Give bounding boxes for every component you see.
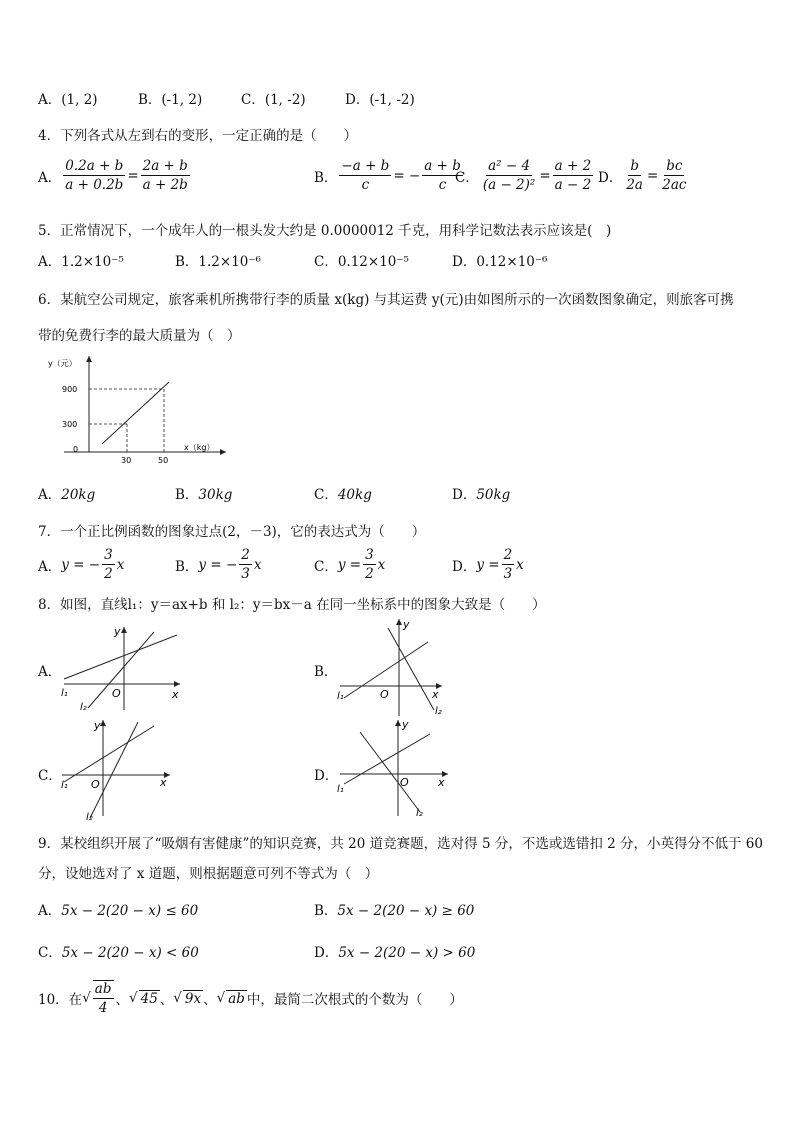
x-label: x xyxy=(432,688,439,701)
q6-stem-line1: 6．某航空公司规定，旅客乘机所携带行李的质量 x(kg) 与其运费 y(元)由如图所示的一次函数图象确定，则旅客可携 xyxy=(38,292,734,308)
q9-option-a xyxy=(38,899,198,919)
numerator: a + b xyxy=(424,158,461,174)
expr-var: x xyxy=(516,556,524,573)
q5-stem: 5．正常情况下，一个成年人的一根头发大约是 0.0000012 千克，用科学记数法表示应该是( ) xyxy=(38,223,612,239)
q3-option-b: B．(-1, 2) xyxy=(138,92,203,108)
denominator: a + 0.2b xyxy=(65,177,124,193)
sqrt-icon: √ xyxy=(129,990,138,1006)
numerator: −a + b xyxy=(341,158,390,174)
q7-stem: 7．一个正比例函数的图象过点(2，－3)，它的表达式为（ ） xyxy=(38,524,426,540)
q7-option-d xyxy=(452,547,524,582)
radicand: ab xyxy=(228,990,245,1007)
l2-label: l₂ xyxy=(416,808,423,819)
q7-option-c xyxy=(314,547,385,582)
option-label: D． xyxy=(314,945,339,961)
radicand: 9x xyxy=(184,990,202,1007)
q3-option-a: A．(1, 2) xyxy=(38,92,98,108)
x-tick-30: 30 xyxy=(121,456,132,464)
q4-option-d: D． $\frac{b}{2a}$ = $\frac{bc}{2ac}$ xyxy=(598,158,687,193)
q3-option-c: C．(1, -2) xyxy=(241,92,306,108)
denominator: 3 xyxy=(241,566,250,582)
q7-option-a xyxy=(38,547,124,582)
x-label: x xyxy=(160,776,167,789)
sqrt-icon: √ xyxy=(216,990,226,1006)
option-label: C． xyxy=(314,558,338,575)
y-axis-arrow-icon xyxy=(86,356,92,362)
denominator: (a − 2)² xyxy=(482,177,536,193)
option-label: B． xyxy=(175,558,199,575)
q5-option-a: A．1.2×10⁻⁵ xyxy=(38,254,124,270)
denominator: 2a xyxy=(626,177,643,193)
q4-stem: 4．下列各式从左到右的变形，一定正确的是（ ） xyxy=(38,128,358,144)
option-value: 50kg xyxy=(476,487,511,503)
q4-option-b: B． $\frac{-a + b}{c}$ = − $\frac{a + b}{c}$ xyxy=(314,158,461,193)
expr-var: x xyxy=(377,556,386,573)
numerator: b xyxy=(630,158,639,174)
denominator: 4 xyxy=(98,1000,108,1016)
q8-label-d: D． xyxy=(314,768,339,784)
numerator: 3 xyxy=(365,547,374,563)
origin-label: O xyxy=(400,776,409,789)
numerator: ab xyxy=(94,981,112,997)
separator: 、 xyxy=(203,992,217,1008)
q5-option-b: B．1.2×10⁻⁶ xyxy=(175,254,261,270)
numerator: 0.2a + b xyxy=(65,158,124,174)
q10-stem xyxy=(38,980,463,1016)
q8-label-a: A． xyxy=(38,664,62,680)
q3-option-d: D．(-1, -2) xyxy=(345,92,415,108)
q5-option-c: C．0.12×10⁻⁵ xyxy=(314,254,409,270)
option-label: D． xyxy=(598,169,623,186)
x-tick-50: 50 xyxy=(158,456,169,464)
l1-label: l₁ xyxy=(337,691,344,702)
q9-option-d xyxy=(314,941,475,961)
separator: 、 xyxy=(115,992,129,1008)
denominator: c xyxy=(361,177,370,193)
option-label: C． xyxy=(455,169,479,186)
option-expr: 5x − 2(20 − x) > 60 xyxy=(338,945,476,961)
y-label: y xyxy=(402,718,409,731)
denominator: a − 2 xyxy=(554,177,592,193)
q6-option-c xyxy=(314,483,372,503)
l2-label: l₂ xyxy=(435,706,442,717)
x-axis-label: x（kg） xyxy=(184,443,215,452)
l1-label: l₁ xyxy=(61,780,68,791)
numerator: 2a + b xyxy=(142,158,188,174)
option-label: D． xyxy=(452,558,477,575)
q8-graph-c xyxy=(60,716,174,822)
q9-stem-line2: 分，设她选对了 x 道题，则根据题意可列不等式为（ ） xyxy=(38,866,379,882)
numerator: a + 2 xyxy=(554,158,592,174)
y-tick-300: 300 xyxy=(62,420,78,429)
q6-stem-line2: 带的免费行李的最大质量为（ ） xyxy=(38,328,241,344)
option-expr: 5x − 2(20 − x) < 60 xyxy=(61,945,199,961)
x-label: x xyxy=(172,688,179,701)
q8-graph-b xyxy=(336,616,448,718)
denominator: a + 2b xyxy=(142,177,188,193)
q6-option-d xyxy=(452,483,510,503)
expr-lhs: y = − xyxy=(61,556,101,573)
x-label: x xyxy=(438,776,445,789)
option-value: 40kg xyxy=(337,487,372,503)
denominator: 2 xyxy=(104,566,113,582)
sqrt-icon: √ xyxy=(173,990,182,1006)
separator: 、 xyxy=(159,992,174,1008)
option-label: A． xyxy=(38,169,62,186)
sqrt-icon: √ xyxy=(82,990,91,1006)
q7-option-b xyxy=(175,547,261,582)
q10-prefix: 10．在 xyxy=(38,992,83,1008)
option-label: B． xyxy=(175,487,199,503)
q8-graph-a xyxy=(60,624,182,712)
expr-var: x xyxy=(253,556,262,573)
q8-graph-d xyxy=(336,716,452,820)
option-label: B． xyxy=(314,169,338,186)
q6-graph xyxy=(40,352,230,464)
q5-option-d: D．0.12×10⁻⁶ xyxy=(452,254,548,270)
origin-label: O xyxy=(380,688,389,701)
q9-option-b xyxy=(314,899,474,919)
option-label: D． xyxy=(452,487,477,503)
denominator: 2 xyxy=(365,566,374,582)
l1-label: l₁ xyxy=(61,688,68,699)
q8-label-c: C． xyxy=(38,768,62,784)
numerator: a² − 4 xyxy=(488,158,531,174)
q10-suffix: 中，最简二次根式的个数为（ ） xyxy=(246,992,463,1008)
option-expr: 5x − 2(20 − x) ≥ 60 xyxy=(337,903,475,919)
q9-option-c xyxy=(38,941,199,961)
expr-var: x xyxy=(116,556,125,573)
q4-option-c: C． $\frac{\text{a² − 4}}{\text{(a − 2)²}}$ = $\frac{a + 2}{a - 2}$ xyxy=(455,158,592,193)
q4-option-a: A． $\frac{0.2a + b}{a + 0.2b}$ = $\frac{2a + b}{a + 2b}$ xyxy=(38,158,188,193)
l2-label: l₂ xyxy=(80,702,87,712)
option-label: B． xyxy=(314,903,338,919)
numerator: 2 xyxy=(241,547,250,563)
radicand: 45 xyxy=(140,990,158,1007)
option-label: A． xyxy=(38,558,62,575)
option-value: 30kg xyxy=(198,487,233,503)
numerator: 3 xyxy=(104,547,113,563)
expr-lhs: y = xyxy=(476,556,500,573)
q8-stem: 8．如图，直线l₁：y＝ax+b 和 l₂：y＝bx－a 在同一坐标系中的图象大致是（ ） xyxy=(38,597,546,613)
y-label: y xyxy=(94,719,101,732)
y-label: y xyxy=(403,618,410,631)
denominator: 2ac xyxy=(662,177,687,193)
q8-label-b: B． xyxy=(314,664,338,680)
origin-label: O xyxy=(91,778,100,791)
l2-label: l₂ xyxy=(86,812,93,822)
numerator: bc xyxy=(666,158,683,174)
denominator: c xyxy=(438,177,447,193)
y-label: y xyxy=(114,625,121,638)
y-axis-label: y（元） xyxy=(48,359,77,368)
q6-option-b xyxy=(175,483,232,503)
expr-lhs: y = − xyxy=(198,556,238,573)
origin-label: O xyxy=(112,687,121,700)
option-label: A． xyxy=(38,487,62,503)
y-tick-900: 900 xyxy=(62,385,78,394)
option-label: A． xyxy=(38,903,62,919)
option-label: C． xyxy=(38,945,62,961)
cost-line xyxy=(102,382,169,444)
q9-stem-line1: 9．某校组织开展了“吸烟有害健康”的知识竞赛，共 20 道竞赛题，选对得 5 分，不选或选错扣 2 分，小英得分不低于 60 xyxy=(38,836,763,852)
option-label: C． xyxy=(314,487,338,503)
denominator: 3 xyxy=(503,566,513,582)
l1-label: l₁ xyxy=(337,784,344,795)
expr-lhs: y = xyxy=(337,556,362,573)
q6-option-a xyxy=(38,483,95,503)
x-axis-arrow-icon xyxy=(220,449,226,455)
option-value: 20kg xyxy=(61,487,96,503)
option-expr: 5x − 2(20 − x) ≤ 60 xyxy=(61,903,199,919)
origin-label: 0 xyxy=(73,445,79,454)
numerator: 2 xyxy=(503,547,513,563)
